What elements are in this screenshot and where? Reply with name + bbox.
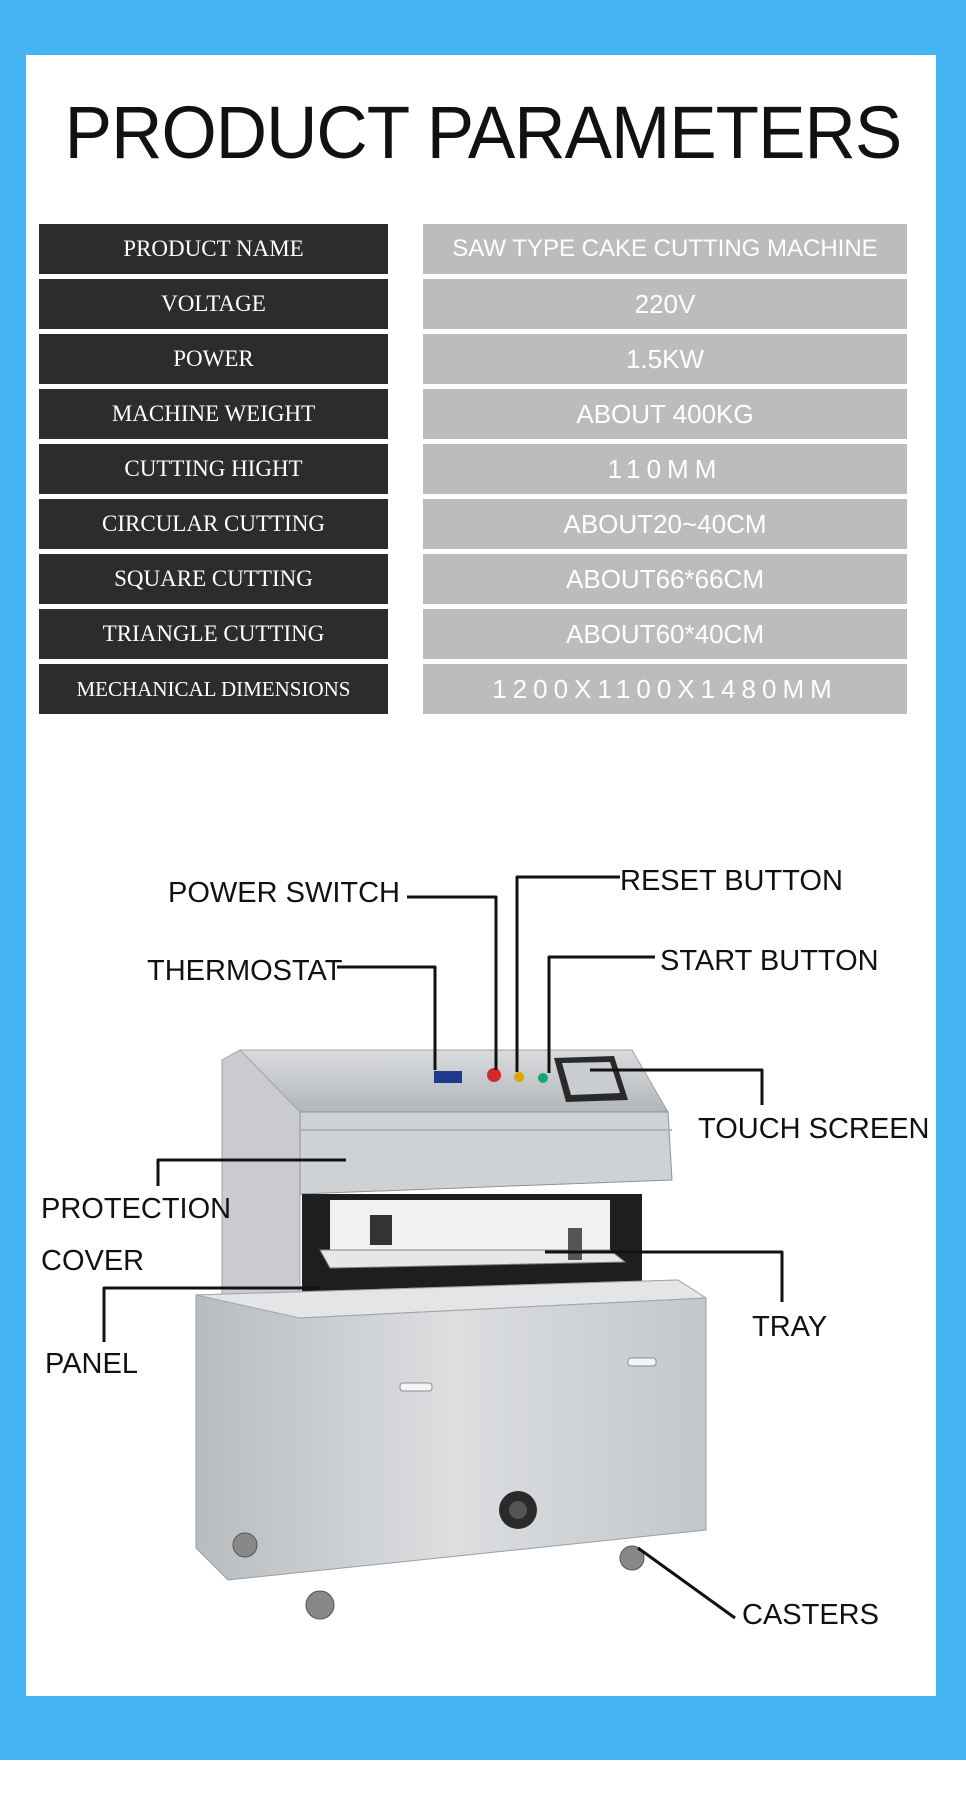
power-switch-callout: POWER SWITCH xyxy=(168,877,400,909)
param-label: MECHANICAL DIMENSIONS xyxy=(39,664,388,714)
param-value: SAW TYPE CAKE CUTTING MACHINE xyxy=(423,224,907,274)
param-value: ABOUT66*66CM xyxy=(423,554,907,604)
reset-button-callout: RESET BUTTON xyxy=(620,865,843,897)
casters-leader xyxy=(638,1548,735,1618)
param-label: TRIANGLE CUTTING xyxy=(39,609,388,659)
param-label: PRODUCT NAME xyxy=(39,224,388,274)
param-label: SQUARE CUTTING xyxy=(39,554,388,604)
thermostat-callout: THERMOSTAT xyxy=(147,955,343,987)
touch-screen-callout: TOUCH SCREEN xyxy=(698,1113,930,1145)
page-title: PRODUCT PARAMETERS xyxy=(64,91,902,174)
param-value: ABOUT20~40CM xyxy=(423,499,907,549)
protection-callout: PROTECTION xyxy=(41,1193,232,1225)
param-value: ABOUT60*40CM xyxy=(423,609,907,659)
param-value: ABOUT 400KG xyxy=(423,389,907,439)
param-value: 110MM xyxy=(423,444,907,494)
param-label: POWER xyxy=(39,334,388,384)
param-value: 220V xyxy=(423,279,907,329)
param-label: CIRCULAR CUTTING xyxy=(39,499,388,549)
param-value: 1.5KW xyxy=(423,334,907,384)
panel-callout: PANEL xyxy=(45,1348,138,1380)
param-label: CUTTING HIGHT xyxy=(39,444,388,494)
param-label: MACHINE WEIGHT xyxy=(39,389,388,439)
reset-button-leader xyxy=(517,877,620,1072)
start-button-callout: START BUTTON xyxy=(660,945,879,977)
param-value: 1200X1100X1480MM xyxy=(423,664,907,714)
power-switch-leader xyxy=(407,897,496,1070)
param-label: VOLTAGE xyxy=(39,279,388,329)
casters-callout: CASTERS xyxy=(742,1599,879,1631)
tray-callout: TRAY xyxy=(752,1311,828,1343)
cover-callout: COVER xyxy=(41,1245,145,1277)
